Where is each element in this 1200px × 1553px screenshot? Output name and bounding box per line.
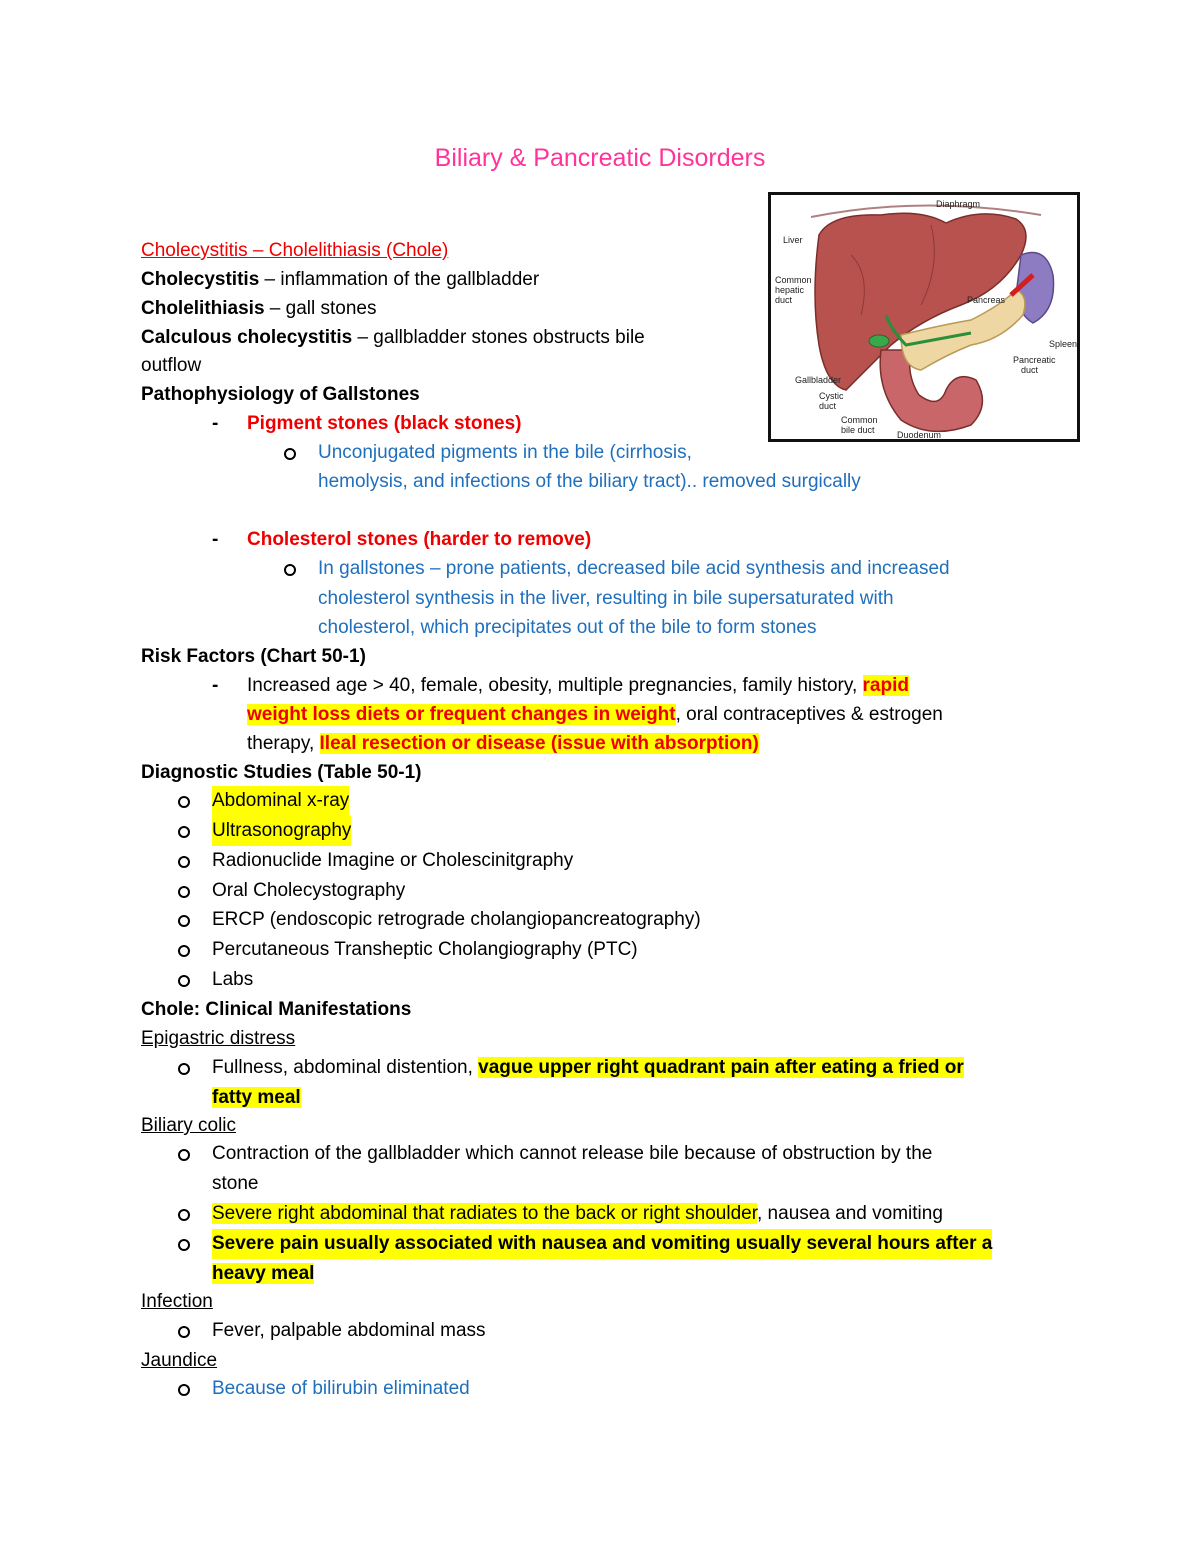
diagnostic-item-text: Labs (212, 969, 254, 990)
chole-heading: Cholecystitis – Cholelithiasis (Chole) (141, 240, 449, 261)
cholesterol-line2: cholesterol synthesis in the liver, resulting in bile supersaturated with (318, 588, 894, 609)
dash-bullet: - (212, 675, 219, 696)
circle-bullet-icon (178, 1063, 190, 1075)
circle-bullet-icon (178, 1326, 190, 1338)
circle-bullet-icon (178, 1239, 190, 1251)
label-pancreatic-duct: duct (1021, 365, 1039, 375)
cholesterol-line3: cholesterol, which precipitates out of the bile to form stones (318, 617, 817, 638)
page-title: Biliary & Pancreatic Disorders (434, 144, 766, 172)
term: Cholecystitis (141, 269, 260, 290)
term: Cholelithiasis (141, 298, 265, 319)
label-pancreas: Pancreas (967, 295, 1006, 305)
risk-line3 (247, 729, 1200, 759)
colic-highlight: Severe pain usually associated with nausea and vomiting usually several hours after a (212, 1229, 992, 1259)
diagnostic-item-text: Ultrasonography (212, 816, 351, 846)
risk-heading: Risk Factors (Chart 50-1) (141, 646, 366, 667)
diagnostic-item-text: Percutaneous Transheptic Cholangiography (PTC) (212, 939, 638, 960)
label-common-hepatic-duct: hepatic (775, 285, 805, 295)
diagnostic-item-text: Abdominal x-ray (212, 786, 349, 816)
epigastric-line2 (212, 1083, 1200, 1113)
def-cholecystitis (141, 265, 1200, 295)
diagnostic-item (0, 816, 1200, 846)
circle-bullet-icon (178, 1384, 190, 1396)
jaundice-text: Because of bilirubin eliminated (212, 1378, 470, 1399)
label-pancreatic-duct: Pancreatic (1013, 355, 1056, 365)
circle-bullet-icon (178, 826, 190, 838)
label-spleen: Spleen (1049, 339, 1077, 349)
risk-highlight: weight loss diets or frequent changes in weight (247, 704, 676, 725)
diagnostic-heading: Diagnostic Studies (Table 50-1) (141, 762, 422, 783)
pigment-label: Pigment stones (black stones) (247, 413, 522, 434)
dash-bullet: - (212, 529, 219, 550)
colic-text: , nausea and vomiting (757, 1203, 943, 1224)
diagnostic-item (0, 876, 1200, 906)
infection-heading: Infection (141, 1291, 213, 1312)
circle-bullet-icon (178, 1209, 190, 1221)
label-diaphragm: Diaphragm (936, 199, 981, 209)
label-common-hepatic-duct: Common (775, 275, 812, 285)
risk-text: Increased age > 40, female, obesity, multiple pregnancies, family history, (247, 675, 863, 696)
label-common-bile-duct: Common (841, 415, 878, 425)
clinical-heading: Chole: Clinical Manifestations (141, 999, 412, 1020)
cholesterol-line1: In gallstones – prone patients, decreased bile acid synthesis and increased (318, 558, 950, 579)
def-calculous-cont: outflow (141, 355, 202, 376)
def-cholelithiasis (141, 294, 1200, 324)
patho-heading: Pathophysiology of Gallstones (141, 384, 420, 405)
desc: – gall stones (264, 298, 377, 319)
diagnostic-item (0, 786, 1200, 816)
colic-highlight: heavy meal (212, 1263, 315, 1284)
circle-bullet-icon (178, 886, 190, 898)
diagnostic-item (0, 905, 1200, 935)
infection-text: Fever, palpable abdominal mass (212, 1320, 486, 1341)
diagnostic-item (0, 965, 1200, 995)
diagnostic-item-text: Oral Cholecystography (212, 880, 406, 901)
circle-bullet-icon (284, 448, 296, 460)
circle-bullet-icon (178, 1149, 190, 1161)
label-cystic-duct: Cystic (819, 391, 844, 401)
pigment-line2: hemolysis, and infections of the biliary tract).. removed surgically (318, 471, 861, 492)
diagnostic-item (0, 846, 1200, 876)
term: Calculous cholecystitis (141, 327, 353, 348)
colic-text: Contraction of the gallbladder which cannot release bile because of obstruction by the (212, 1143, 933, 1164)
colic-heading: Biliary colic (141, 1115, 237, 1136)
circle-bullet-icon (178, 856, 190, 868)
colic-highlight-cont (212, 1259, 1200, 1289)
cholesterol-label: Cholesterol stones (harder to remove) (247, 529, 592, 550)
epigastric-heading: Epigastric distress (141, 1028, 296, 1049)
colic-item (0, 1139, 1200, 1169)
colic-item (0, 1199, 1200, 1229)
pigment-item (0, 409, 1200, 439)
risk-highlight: rapid (862, 675, 909, 696)
pigment-line1: Unconjugated pigments in the bile (cirrhosis, (318, 442, 692, 463)
circle-bullet-icon (178, 975, 190, 987)
colic-item (0, 1229, 1200, 1259)
infection-item (0, 1316, 1200, 1346)
colic-text-cont: stone (212, 1173, 259, 1194)
cholesterol-item (0, 525, 1200, 555)
circle-bullet-icon (284, 564, 296, 576)
jaundice-item (0, 1374, 1200, 1404)
jaundice-heading: Jaundice (141, 1350, 218, 1371)
desc: – gallbladder stones obstructs bile (352, 327, 645, 348)
risk-text: therapy, (247, 733, 320, 754)
diagnostic-item (0, 935, 1200, 965)
circle-bullet-icon (178, 945, 190, 957)
epigastric-highlight: vague upper right quadrant pain after eating a fried or (478, 1057, 964, 1078)
label-common-hepatic-duct: duct (775, 295, 793, 305)
epigastric-highlight: fatty meal (212, 1087, 301, 1108)
colic-highlight: Severe right abdominal that radiates to the back or right shoulder (212, 1203, 757, 1224)
circle-bullet-icon (178, 915, 190, 927)
epigastric-item (0, 1053, 1200, 1083)
label-cystic-duct: duct (819, 401, 837, 411)
epigastric-text: Fullness, abdominal distention, (212, 1057, 479, 1078)
risk-highlight: Ileal resection or disease (issue with absorption) (319, 733, 759, 754)
label-liver: Liver (783, 235, 803, 245)
def-calculous (141, 323, 1200, 353)
label-duodenum: Duodenum (897, 430, 942, 439)
pigment-detail (0, 438, 1200, 468)
risk-line2 (247, 700, 1200, 730)
diagnostic-item-text: ERCP (endoscopic retrograde cholangiopancreatography) (212, 909, 701, 930)
label-common-bile-duct: bile duct (841, 425, 875, 435)
desc: – inflammation of the gallbladder (259, 269, 540, 290)
risk-text: , oral contraceptives & estrogen (675, 704, 943, 725)
dash-bullet: - (212, 413, 219, 434)
label-gallbladder: Gallbladder (795, 375, 842, 385)
diagnostic-item-text: Radionuclide Imagine or Cholescinitgraphy (212, 850, 574, 871)
cholesterol-detail (0, 554, 1200, 584)
risk-line1 (0, 671, 1200, 701)
circle-bullet-icon (178, 796, 190, 808)
